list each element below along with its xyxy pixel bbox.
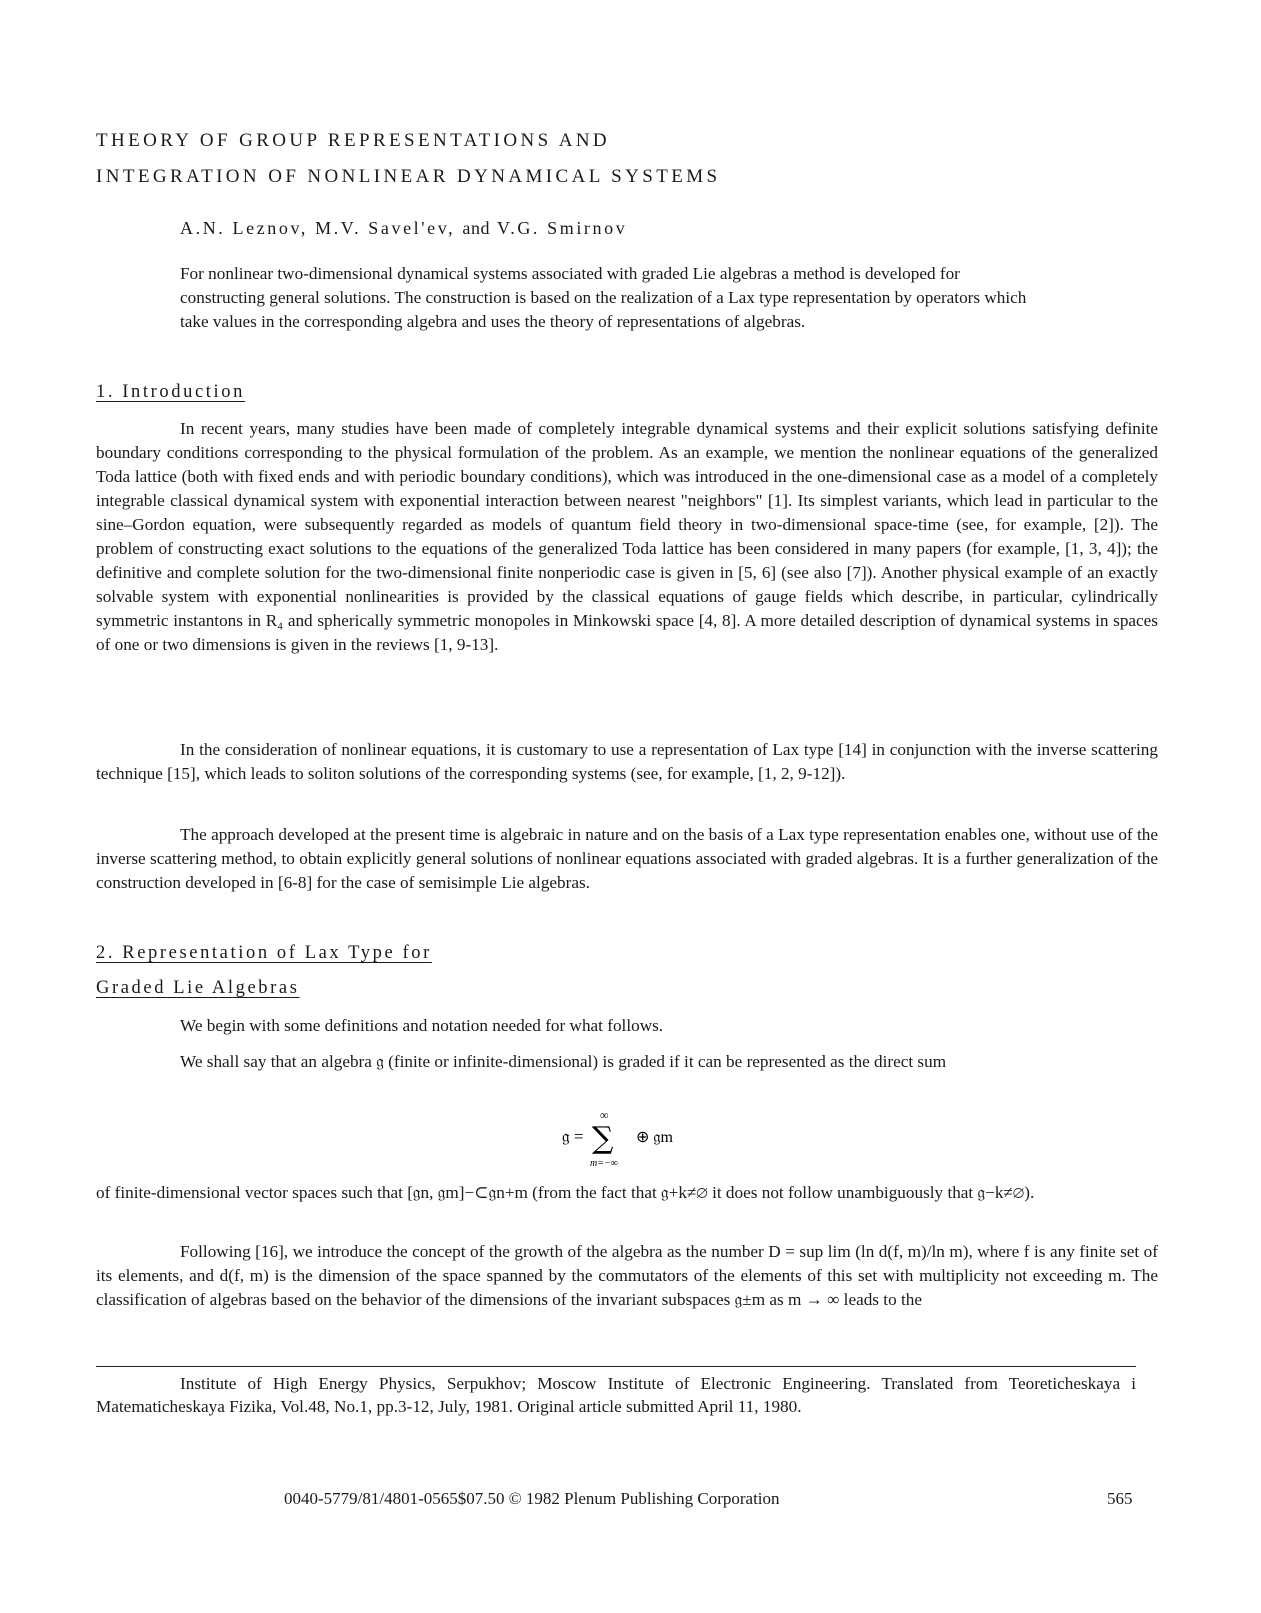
section-2-heading-line-2: Graded Lie Algebras bbox=[96, 978, 300, 998]
intro-paragraph-3: The approach developed at the present time is algebraic in nature and on the basis of a Lax type representation enables one, without use of the inverse scattering method, to obtain explicitly general solutions of nonlinear equations associated with graded algebras. It is a further generalization of the construction developed in [6-8] for the case of semisimple Lie algebras. bbox=[96, 825, 1158, 892]
author-last: V.G. Smirnov bbox=[496, 218, 628, 238]
equation-lower-limit: m=−∞ bbox=[590, 1158, 618, 1169]
section-1-heading: 1. Introduction bbox=[96, 382, 245, 402]
title-line-2: INTEGRATION OF NONLINEAR DYNAMICAL SYSTEMS bbox=[96, 166, 721, 187]
footnote: Institute of High Energy Physics, Serpukhov; Moscow Institute of Electronic Engineering. Translated from Teoreticheskaya i Matematicheskaya Fizika, Vol.48, No.1, pp.3-12, July, 1981. Original article submitted April 11, 1980. bbox=[96, 1374, 1136, 1416]
abstract: For nonlinear two-dimensional dynamical systems associated with graded Lie algebras a method is developed for constructing general solutions. The construction is based on the realization of a Lax type representation by operators which take values in the corresponding algebra and uses the theory of representations of algebras. bbox=[180, 264, 1027, 331]
title-line-1: THEORY OF GROUP REPRESENTATIONS AND bbox=[96, 130, 611, 151]
footer-code: 0040-5779/81/4801-0565$07.50 © 1982 Plenum Publishing Corporation bbox=[284, 1489, 780, 1508]
summation-symbol: ∑ bbox=[592, 1121, 614, 1156]
equation-rhs: ⊕ 𝔤m bbox=[636, 1129, 673, 1146]
section-2-paragraph-3: of finite-dimensional vector spaces such that [𝔤n, 𝔤m]−⊂𝔤n+m (from the fact that 𝔤+k≠∅ it does not follow unambiguously that 𝔤−k≠∅). bbox=[96, 1183, 1035, 1202]
intro-paragraph-2: In the consideration of nonlinear equations, it is customary to use a representation of Lax type [14] in conjunction with the inverse scattering technique [15], which leads to soliton solutions of the corresponding systems (see, for example, [1, 2, 9-12]). bbox=[96, 740, 1158, 783]
section-2-heading-line-1: 2. Representation of Lax Type for bbox=[96, 943, 432, 963]
footnote-divider bbox=[96, 1366, 1136, 1367]
authors bbox=[180, 218, 627, 239]
equation-upper-limit: ∞ bbox=[600, 1108, 609, 1122]
section-2-paragraph-1: We begin with some definitions and notation needed for what follows. bbox=[180, 1016, 664, 1035]
equation-lhs: 𝔤 = bbox=[562, 1127, 584, 1146]
author-conjunction: and bbox=[462, 218, 491, 238]
section-2-paragraph-2: We shall say that an algebra 𝔤 (finite or infinite-dimensional) is graded if it can be represented as the direct sum bbox=[180, 1052, 947, 1071]
page-number: 565 bbox=[1107, 1489, 1133, 1508]
direct-sum-equation bbox=[560, 1108, 720, 1170]
intro-paragraph-1: In recent years, many studies have been made of completely integrable dynamical systems and their explicit solutions satisfying definite boundary conditions corresponding to the physical formulation of the problem. As an example, we mention the nonlinear equations of the generalized Toda lattice (both with fixed ends and with periodic boundary conditions), which was introduced in the one-dimensional case as a model of a completely integrable classical dynamical system with exponential interaction between nearest "neighbors" [1]. Its simplest variants, which lead in particular to the sine–Gordon equation, were subsequently regarded as models of quantum field theory in two-dimensional space-time (see, for example, [2]). The problem of constructing exact solutions to the equations of the generalized Toda lattice has been considered in many papers (for example, [1, 3, 4]); the definitive and complete solution for the two-dimensional finite nonperiodic case is given in [5, 6] (see also [7]). Another physical example of an exactly solvable system with exponential nonlinearities is provided by the classical equations of gauge fields which describe, in particular, cylindrically symmetric instantons in R₄ and spherically symmetric monopoles in Minkowski space [4, 8]. A more detailed description of dynamical systems in spaces of one or two dimensions is given in the reviews [1, 9-13]. bbox=[96, 419, 1158, 654]
author-names: A.N. Leznov, M.V. Savel'ev, bbox=[180, 218, 456, 238]
section-2-paragraph-4: Following [16], we introduce the concept of the growth of the algebra as the number D = sup lim (ln d(f, m)/ln m), where f is any finite set of its elements, and d(f, m) is the dimension of the space spanned by the commutators of the elements of this set with multiplicity not exceeding m. The classification of algebras based on the behavior of the dimensions of the invariant subspaces 𝔤±m as m → ∞ leads to the bbox=[96, 1242, 1158, 1309]
